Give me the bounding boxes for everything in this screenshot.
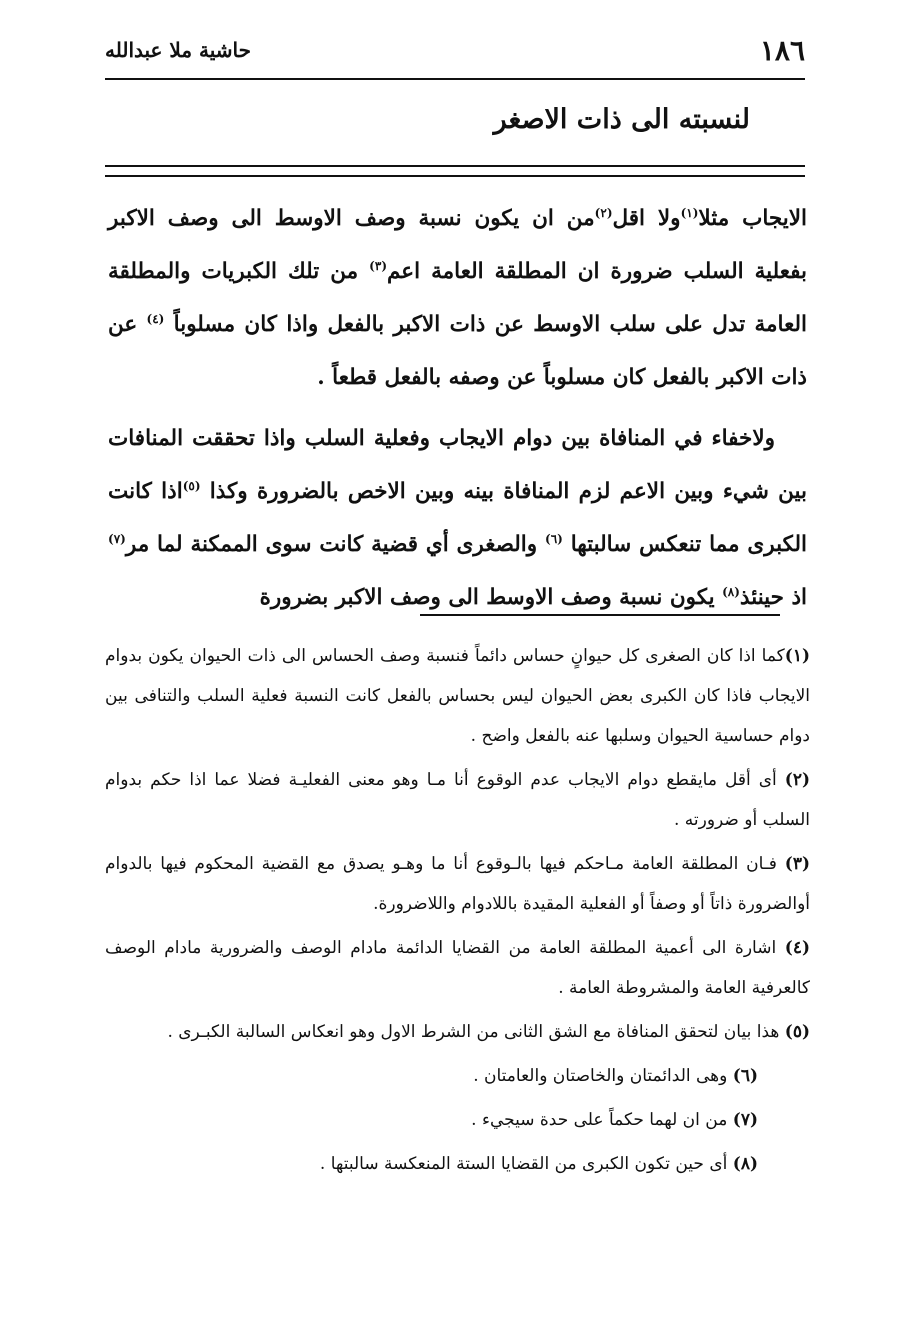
paragraph-2: [108, 412, 807, 624]
footnote-ref-8: (٨): [722, 584, 740, 599]
heading-rule-lower: [105, 175, 805, 177]
paragraph-1: [108, 192, 807, 404]
footnote: [105, 760, 810, 840]
paragraph-1-text-3: من ان يكون نسبة وصف الاوسط الى وصف الاكبر بفعلية السلب ضرورة ان المطلقة العامة اعم: [108, 206, 807, 284]
footnote: [105, 1012, 810, 1052]
footnote: [105, 1056, 810, 1096]
footnote-number: (٧): [732, 1110, 758, 1130]
footnote: [105, 1144, 810, 1184]
footnote: [105, 928, 810, 1008]
footnote-separator: [420, 614, 780, 616]
footnote-text: من ان لهما حكماً على حدة سيجيء .: [471, 1110, 728, 1130]
footnote-number: (٦): [732, 1066, 758, 1086]
footnote: [105, 636, 810, 756]
header-rule: [105, 78, 805, 80]
footnote: [105, 1100, 810, 1140]
footnote-number: (٥): [784, 1022, 810, 1042]
footnote-text: هذا بيان لتحقق المنافاة مع الشق الثانى من الشرط الاول وهو انعكاس السالبة الكبـرى .: [167, 1022, 780, 1042]
footnote-ref-6: (٦): [545, 531, 563, 546]
footnote-ref-4: (٤): [146, 311, 165, 326]
paragraph-2-text-3: والصغرى أي قضية كانت سوى الممكنة لما مر: [125, 532, 546, 557]
paragraph-2-text-4: اذ حينئذ: [739, 585, 807, 610]
page-number: ١٨٦: [759, 34, 805, 67]
footnote-text: أى أقل مايقطع دوام الايجاب عدم الوقوع أنا مـا وهو معنى الفعليـة فضلا عما اذا حكم بدوام السلب أو ضرورته .: [105, 770, 810, 830]
running-title: حاشية ملا عبدالله: [105, 38, 252, 62]
paragraph-2-text-2: اذا كانت الكبرى مما تنعكس سالبتها: [108, 479, 808, 557]
paragraph-1-text-2: ولا اقل: [612, 206, 681, 231]
footnote-ref-1: (١): [680, 205, 699, 220]
footnote-text: أى حين تكون الكبرى من القضايا الستة المنعكسة سالبتها .: [319, 1154, 728, 1174]
footnotes: [105, 636, 810, 1188]
footnote-number: (١): [784, 646, 810, 666]
footnote-text: فـان المطلقة العامة مـاحكم فيها بالـوقوع أنا ما وهـو يصدق مع القضية المحكوم فيها بالدوام أوالضرورة ذاتاً أو وصفاً أو الفعلية المقيدة باللادوام واللاضرورة.: [105, 854, 810, 914]
footnote-text: اشارة الى أعمية المطلقة العامة من القضايا الدائمة مادام الوصف والضرورية مادام الوصف كالعرفية العامة والمشروطة العامة .: [105, 938, 810, 998]
footnote-text: وهى الدائمتان والخاصتان والعامتان .: [473, 1066, 728, 1086]
paragraph-2-text-1: ولاخفاء في المنافاة بين دوام الايجاب وفعلية السلب واذا تحققت المنافات بين شيء وبين الاعم لزم المنافاة بينه وبين الاخص بالضرورة وكذا: [108, 426, 807, 504]
footnote: [105, 844, 810, 924]
footnote-number: (٣): [784, 854, 810, 874]
footnote-text: كما اذا كان الصغرى كل حيوانٍ حساس دائماً فنسبة وصف الحساس الى ذات الحيوان يكون بدوام الايجاب فاذا كان الكبرى بعض الحيوان ليس بحساس بالفعل كانت النسبة فعلية السلب والتنافى بين دوام حساسية الحيوان وسلبها عنه بالفعل واضح .: [105, 646, 810, 746]
paragraph-1-text-4: من تلك الكبريات والمطلقة العامة تدل على سلب الاوسط عن ذات الاكبر بالفعل واذا كان مسلوباً: [108, 259, 807, 337]
footnote-ref-2: (٢): [594, 205, 613, 220]
section-heading: لنسبته الى ذات الاصغر: [493, 104, 750, 135]
footnote-number: (٤): [784, 938, 810, 958]
page-header: [105, 28, 805, 72]
main-text: [108, 192, 807, 624]
footnote-ref-7: (٧): [108, 531, 126, 546]
heading-rule-upper: [105, 165, 805, 167]
footnote-ref-5: (٥): [182, 478, 201, 493]
paragraph-1-text-1: الايجاب مثلا: [698, 206, 807, 231]
paragraph-2-text-5: يكون نسبة وصف الاوسط الى وصف الاكبر بضرورة: [259, 585, 723, 610]
paragraph-1-text-5: عن ذات الاكبر بالفعل كان مسلوباً عن وصفه بالفعل قطعاً .: [108, 312, 807, 390]
footnote-number: (٢): [784, 770, 810, 790]
footnote-number: (٨): [732, 1154, 758, 1174]
footnote-ref-3: (٣): [369, 258, 387, 273]
